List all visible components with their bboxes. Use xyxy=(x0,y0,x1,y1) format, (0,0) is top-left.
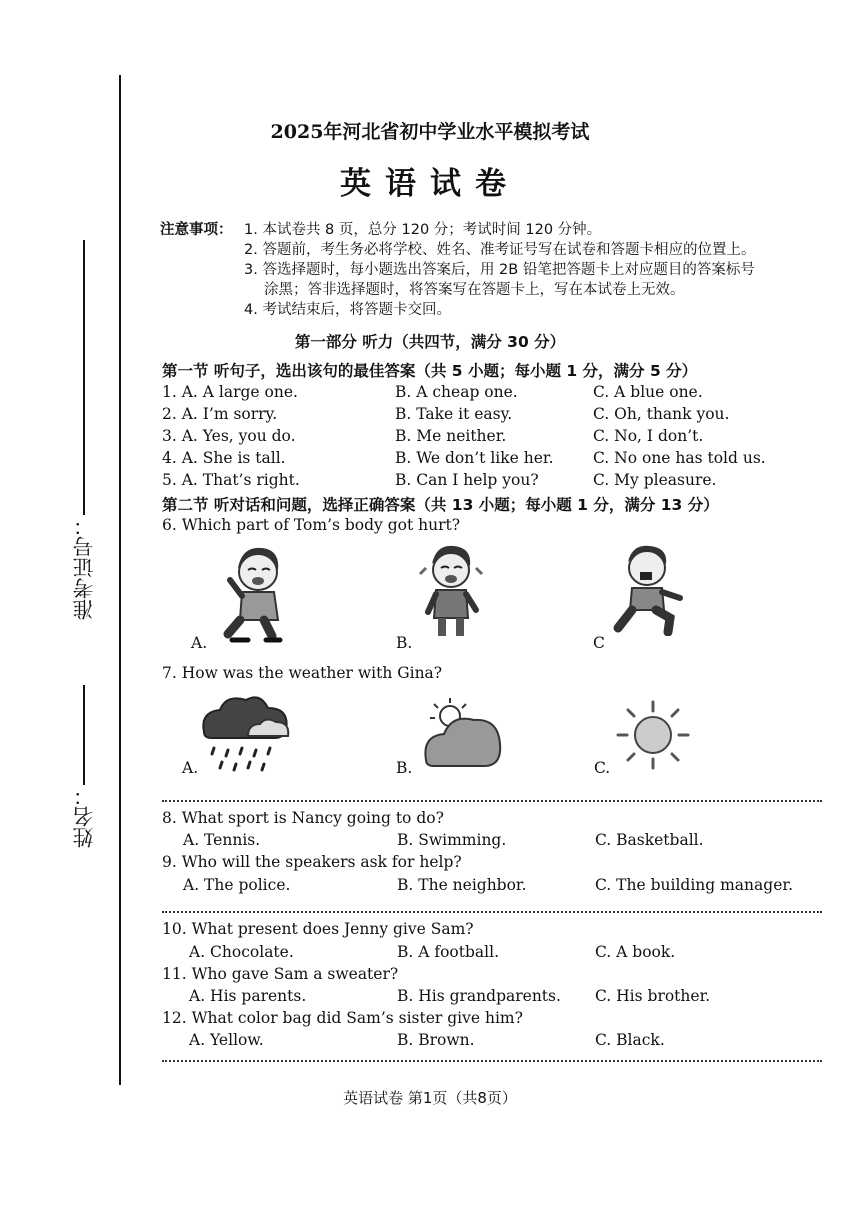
cloudy-sun-icon xyxy=(420,694,504,774)
boy-hurt-knee-image xyxy=(218,540,298,648)
boy-hurt-hand-image xyxy=(410,540,492,638)
q2-option-b[interactable]: B. Take it easy. xyxy=(395,405,513,423)
q7-option-c[interactable]: C. xyxy=(594,759,611,777)
cut-line xyxy=(162,911,822,913)
q10-stem: 10. What present does Jenny give Sam? xyxy=(162,920,474,938)
q11-option-c[interactable]: C. His brother. xyxy=(595,987,711,1005)
q1-option-b[interactable]: B. A cheap one. xyxy=(395,383,518,401)
q5-option-c[interactable]: C. My pleasure. xyxy=(593,471,717,489)
q7-option-a[interactable]: A. xyxy=(182,759,199,777)
q4-option-c[interactable]: C. No one has told us. xyxy=(593,449,766,467)
q10-option-a[interactable]: A. Chocolate. xyxy=(189,943,294,961)
cut-line xyxy=(162,800,822,802)
notice-item-4: 4. 考试结束后，将答题卡交回。 xyxy=(244,302,451,318)
q4-option-a[interactable]: 4. A. She is tall. xyxy=(162,449,286,467)
q9-option-a[interactable]: A. The police. xyxy=(183,876,291,894)
exam-title: 2025年河北省初中学业水平模拟考试 xyxy=(270,121,590,143)
q2-option-a[interactable]: 2. A. I’m sorry. xyxy=(162,405,278,423)
rainy-cloud-icon xyxy=(196,690,296,775)
q6-stem: 6. Which part of Tom’s body got hurt? xyxy=(162,516,461,534)
name-field[interactable] xyxy=(64,685,104,848)
binding-line xyxy=(119,75,121,1085)
boy-hurt-leg-image xyxy=(610,540,696,636)
q4-option-b[interactable]: B. We don’t like her. xyxy=(395,449,554,467)
notice-label: 注意事项： xyxy=(160,222,233,238)
q2-option-c[interactable]: C. Oh, thank you. xyxy=(593,405,730,423)
notice-item-1: 1. 本试卷共 8 页，总分 120 分；考试时间 120 分钟。 xyxy=(244,222,602,238)
name-blank[interactable] xyxy=(83,685,85,785)
name-label: 姓名： xyxy=(72,785,96,848)
q12-option-c[interactable]: C. Black. xyxy=(595,1031,665,1049)
q11-option-b[interactable]: B. His grandparents. xyxy=(397,987,561,1005)
q8-option-a[interactable]: A. Tennis. xyxy=(183,831,261,849)
exam-number-field[interactable] xyxy=(64,240,104,620)
notice-item-3: 3. 答选择题时，每小题选出答案后，用 2B 铅笔把答题卡上对应题目的答案标号 xyxy=(244,262,755,278)
q5-option-a[interactable]: 5. A. That’s right. xyxy=(162,471,300,489)
exam-number-blank[interactable] xyxy=(83,240,85,515)
q6-option-a[interactable]: A. xyxy=(191,634,208,652)
page-footer: 英语试卷 第1页（共8页） xyxy=(343,1089,517,1107)
q10-option-c[interactable]: C. A book. xyxy=(595,943,676,961)
sunny-icon xyxy=(614,700,692,770)
q7-option-b[interactable]: B. xyxy=(396,759,413,777)
q6-option-b[interactable]: B. xyxy=(396,634,413,652)
q11-stem: 11. Who gave Sam a sweater? xyxy=(162,965,399,983)
q3-option-c[interactable]: C. No, I don’t. xyxy=(593,427,704,445)
q9-stem: 9. Who will the speakers ask for help? xyxy=(162,853,462,871)
notice-item-3-cont: 涂黑；答非选择题时，将答案写在答题卡上，写在本试卷上无效。 xyxy=(264,282,685,298)
paper-subtitle: 英语试卷 xyxy=(340,166,520,202)
q1-option-c[interactable]: C. A blue one. xyxy=(593,383,703,401)
q12-option-b[interactable]: B. Brown. xyxy=(397,1031,475,1049)
q3-option-a[interactable]: 3. A. Yes, you do. xyxy=(162,427,296,445)
q1-option-a[interactable]: 1. A. A large one. xyxy=(162,383,298,401)
q12-stem: 12. What color bag did Sam’s sister give him? xyxy=(162,1009,523,1027)
q9-option-c[interactable]: C. The building manager. xyxy=(595,876,794,894)
q6-option-c[interactable]: C xyxy=(593,634,605,652)
q8-option-b[interactable]: B. Swimming. xyxy=(397,831,507,849)
part1-title: 第一部分 听力（共四节，满分 30 分） xyxy=(294,333,566,351)
q11-option-a[interactable]: A. His parents. xyxy=(189,987,307,1005)
q9-option-b[interactable]: B. The neighbor. xyxy=(397,876,527,894)
q8-option-c[interactable]: C. Basketball. xyxy=(595,831,704,849)
q5-option-b[interactable]: B. Can I help you? xyxy=(395,471,539,489)
section1-title: 第一节 听句子，选出该句的最佳答案（共 5 小题；每小题 1 分，满分 5 分） xyxy=(162,362,698,380)
q3-option-b[interactable]: B. Me neither. xyxy=(395,427,507,445)
q7-stem: 7. How was the weather with Gina? xyxy=(162,664,443,682)
q8-stem: 8. What sport is Nancy going to do? xyxy=(162,809,444,827)
cut-line xyxy=(162,1060,822,1062)
q12-option-a[interactable]: A. Yellow. xyxy=(189,1031,264,1049)
exam-number-label: 准考证号： xyxy=(72,515,96,620)
section2-title: 第二节 听对话和问题，选择正确答案（共 13 小题；每小题 1 分，满分 13 分） xyxy=(162,496,719,514)
q10-option-b[interactable]: B. A football. xyxy=(397,943,499,961)
notice-item-2: 2. 答题前，考生务必将学校、姓名、准考证号写在试卷和答题卡相应的位置上。 xyxy=(244,242,756,258)
